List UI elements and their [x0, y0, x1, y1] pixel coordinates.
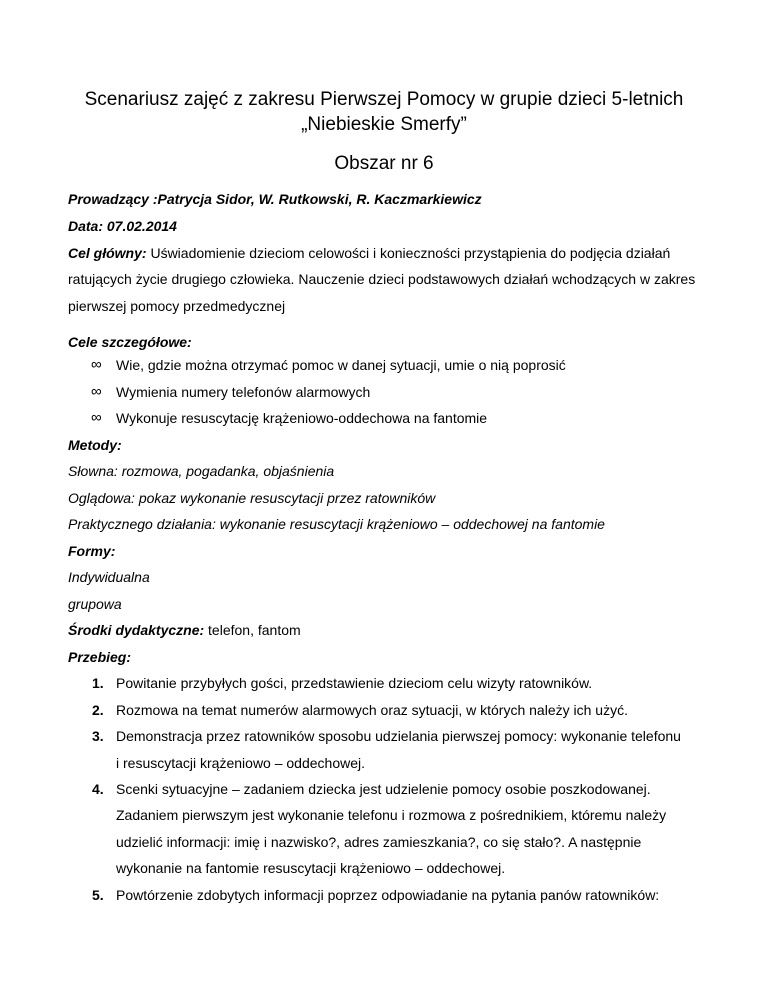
step-number: 2.	[92, 702, 104, 718]
main-goal-line2: ratujących życie drugiego człowieka. Nauczenie dzieci podstawowych działań wchodzących w zakres	[68, 271, 696, 287]
forms-label: Formy:	[68, 543, 116, 559]
detailed-goal-item: Wykonuje resuscytację krążeniowo-oddechowa na fantomie	[116, 410, 488, 426]
aids-value: telefon, fantom	[204, 622, 301, 638]
form-item: grupowa	[68, 596, 122, 612]
step-number: 3.	[92, 728, 104, 744]
main-goal-label: Cel główny:	[68, 245, 147, 261]
course-label: Przebieg:	[68, 649, 132, 665]
detailed-goals-label: Cele szczegółowe:	[68, 334, 192, 350]
leaders-line: Prowadzący :Patrycja Sidor, W. Rutkowski, R. Kaczmarkiewicz	[68, 191, 482, 207]
step-line: Zadaniem pierwszym jest wykonanie telefonu i rozmowa z pośrednikiem, któremu należy	[116, 807, 667, 823]
document-title-line1: Scenariusz zajęć z zakresu Pierwszej Pomocy w grupie dzieci 5-letnich	[84, 89, 684, 110]
detailed-goal-item: Wymienia numery telefonów alarmowych	[116, 384, 371, 400]
step-number: 5.	[92, 887, 104, 903]
main-goal-line3: pierwszej pomocy przedmedycznej	[68, 298, 286, 314]
aids-label: Środki dydaktyczne:	[68, 622, 205, 638]
detailed-goal-item: Wie, gdzie można otrzymać pomoc w danej sytuacji, umie o nią poprosić	[116, 357, 566, 373]
main-goal-line1	[68, 244, 670, 262]
step-line: Rozmowa na temat numerów alarmowych oraz sytuacji, w których należy ich użyć.	[116, 702, 628, 718]
date-line: Data: 07.02.2014	[68, 218, 177, 234]
step-line: udzielić informacji: imię i nazwisko?, adres zamieszkania?, co się stało?. A następnie	[116, 834, 642, 850]
step-number: 1.	[92, 675, 104, 691]
methods-label: Metody:	[68, 437, 122, 453]
form-item: Indywidualna	[68, 569, 150, 585]
step-number: 4.	[92, 781, 104, 797]
step-line: Powitanie przybyłych gości, przedstawienie dzieciom celu wizyty ratowników.	[116, 675, 593, 691]
method-item: Słowna: rozmowa, pogadanka, objaśnienia	[68, 463, 335, 479]
step-line: Powtórzenie zdobytych informacji poprzez odpowiadanie na pytania panów ratowników:	[116, 887, 660, 903]
area-number: Obszar nr 6	[334, 153, 434, 174]
infinity-bullet-icon: ∞	[91, 383, 102, 400]
step-line: Demonstracja przez ratowników sposobu udzielania pierwszej pomocy: wykonanie telefonu	[116, 728, 681, 744]
method-item: Praktycznego działania: wykonanie resuscytacji krążeniowo – oddechowej na fantomie	[68, 516, 605, 532]
step-line: i resuscytacji krążeniowo – oddechowej.	[116, 755, 366, 771]
aids-line	[68, 621, 301, 639]
infinity-bullet-icon: ∞	[91, 409, 102, 426]
method-item: Oglądowa: pokaz wykonanie resuscytacji przez ratowników	[68, 490, 436, 506]
main-goal-text: Uświadomienie dzieciom celowości i konieczności przystąpienia do podjęcia działań	[146, 245, 671, 261]
step-line: Scenki sytuacyjne – zadaniem dziecka jest udzielenie pomocy osobie poszkodowanej.	[116, 781, 651, 797]
step-line: wykonanie na fantomie resuscytacji krążeniowo – oddechowej.	[116, 860, 506, 876]
infinity-bullet-icon: ∞	[91, 356, 102, 373]
document-title-line2: „Niebieskie Smerfy”	[301, 114, 467, 135]
